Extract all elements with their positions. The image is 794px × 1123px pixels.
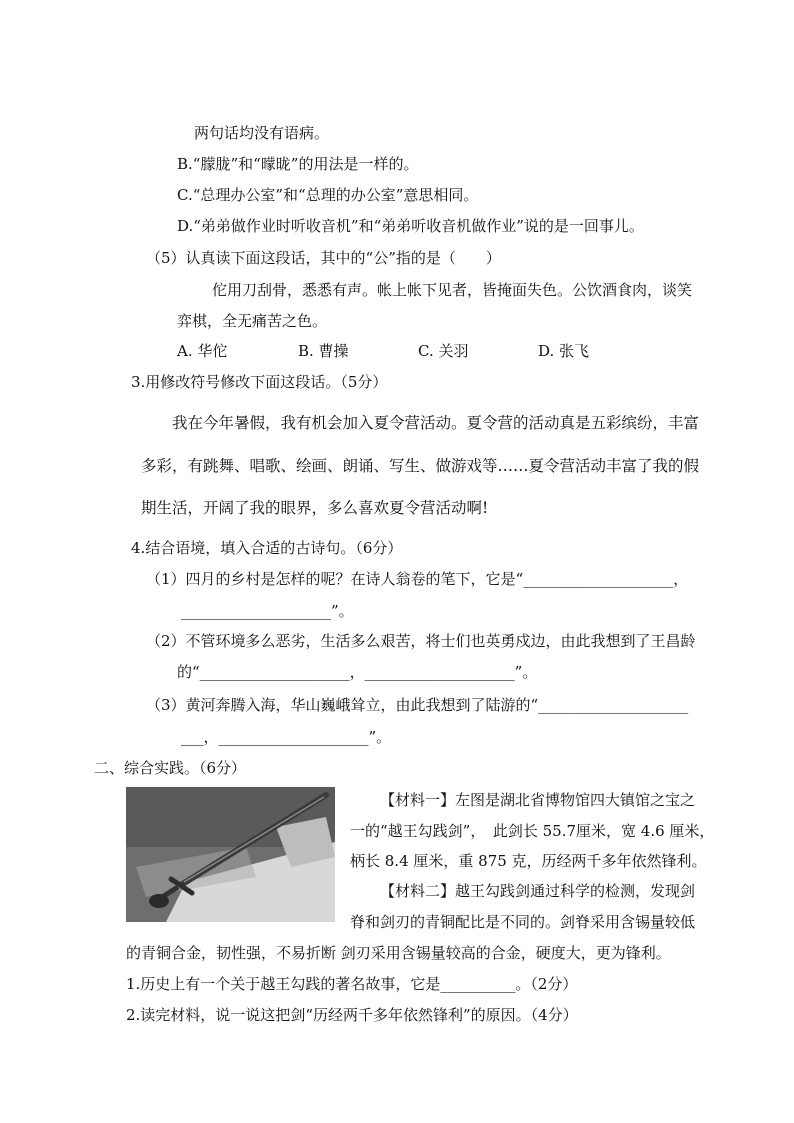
- practice-question-1: 1.历史上有一个关于越王勾践的著名故事，它是__________。（2分）: [126, 975, 578, 993]
- sword-photo: [126, 787, 335, 922]
- option-d: D.“弟弟做作业时听收音机”和“弟弟听收音机做作业”说的是一回事儿。: [177, 217, 644, 235]
- option-c: C.“总理办公室”和“总理的办公室”意思相同。: [177, 186, 479, 204]
- q4-sub1-line-1: （1）四月的乡村是怎样的呢？在诗人翁卷的笔下，它是“____________________，: [146, 570, 689, 588]
- q4-sub3-line-2: ___，____________________”。: [181, 728, 392, 746]
- option-b: B.“朦胧”和“曚昽”的用法是一样的。: [177, 155, 419, 173]
- practice-question-2: 2.读完材料，说一说这把剑“历经两千多年依然锋利”的原因。（4分）: [126, 1006, 578, 1024]
- q3-passage-line-1: 我在今年暑假，我有机会加入夏令营活动。夏令营的活动真是五彩缤纷，丰富: [172, 414, 700, 432]
- q3-passage-line-2: 多彩，有跳舞、唱歌、绘画、朗诵、写生、做游戏等……夏令营活动丰富了我的假: [141, 457, 700, 475]
- material-2-line-2: 脊和剑刃的青铜配比是不同的。剑脊采用含锡量较低: [350, 913, 696, 931]
- part-2-heading: 二、综合实践。（6分）: [94, 759, 247, 777]
- material-2-line-1: 【材料二】越王勾践剑通过科学的检测，发现剑: [380, 882, 696, 900]
- q4-sub1-line-2: ____________________”。: [181, 602, 354, 620]
- q5-option-d: D. 张飞: [538, 342, 590, 360]
- q4-sub2-line-1: （2）不管环境多么恶劣，生活多么艰苦，将士们也英勇戍边，由此我想到了王昌龄: [146, 632, 696, 650]
- material-2-line-3: 的青铜合金，韧性强，不易折断 剑刃采用含锡量较高的合金，硬度大，更为锋利。: [126, 944, 671, 962]
- q5-option-c: C. 关羽: [418, 342, 469, 360]
- q5-passage-line-1: 佗用刀刮骨，悉悉有声。帐上帐下见者，皆掩面失色。公饮酒食肉，谈笑: [212, 281, 693, 299]
- material-1-line-2: 一的“越王勾践剑”， 此剑长 55.7厘米，宽 4.6 厘米，: [350, 822, 715, 840]
- q4-sub3-line-1: （3）黄河奔腾入海，华山巍峨耸立，由此我想到了陆游的“____________________: [146, 696, 689, 714]
- option-a-tail: 两句话均没有语病。: [194, 124, 330, 142]
- material-1-line-1: 【材料一】左图是湖北省博物馆四大镇馆之宝之: [380, 791, 696, 809]
- q3-stem: 3.用修改符号修改下面这段话。（5分）: [131, 373, 388, 391]
- q5-option-b: B. 曹操: [298, 342, 349, 360]
- q3-passage-line-3: 期生活，开阔了我的眼界，多么喜欢夏令营活动啊!: [141, 499, 489, 517]
- q5-passage-line-2: 弈棋，全无痛苦之色。: [177, 312, 328, 330]
- q5-stem: （5）认真读下面这段话，其中的“公”指的是（ ）: [146, 249, 501, 267]
- q4-sub2-line-2: 的“____________________，____________________”。: [177, 663, 538, 681]
- q5-option-a: A. 华佗: [177, 342, 228, 360]
- sword-image: [126, 787, 335, 922]
- q4-stem: 4.结合语境，填入合适的古诗句。（6分）: [131, 539, 403, 557]
- material-1-line-3: 柄长 8.4 厘米，重 875 克，历经两千多年依然锋利。: [350, 852, 707, 870]
